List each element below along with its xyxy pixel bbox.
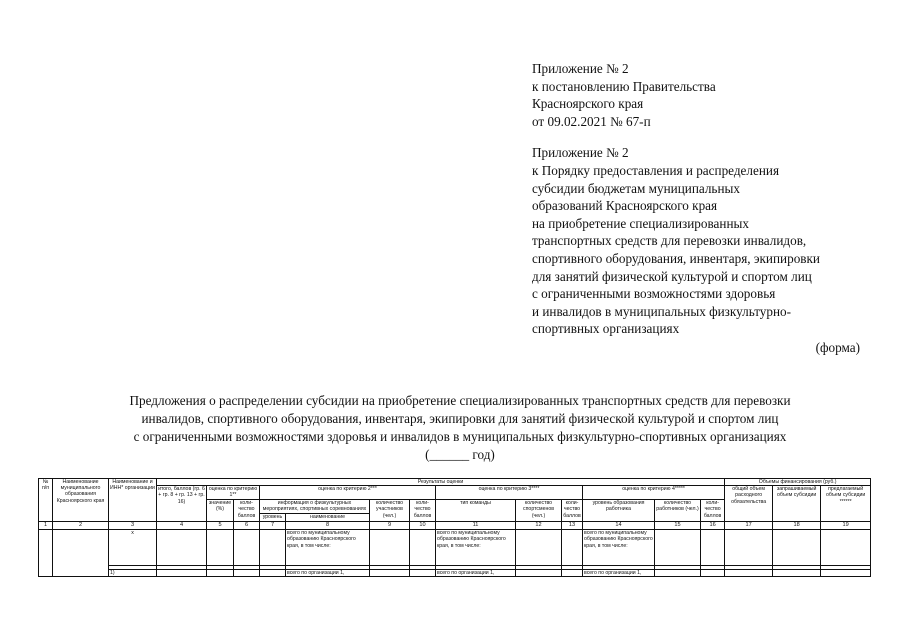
header-proposed-subsidy: предлагаемый объем субсидии ****** bbox=[821, 486, 871, 522]
row-marker: х bbox=[109, 530, 157, 566]
column-number: 18 bbox=[773, 522, 821, 530]
column-number: 17 bbox=[725, 522, 773, 530]
appendix-line: Приложение № 2 bbox=[532, 145, 629, 161]
header-events-info: информация о физкультурных мероприятиях, спортивных соревнованиях bbox=[260, 500, 370, 514]
header-participants: количество участников (чел.) bbox=[370, 500, 410, 522]
column-number: 13 bbox=[562, 522, 583, 530]
column-number: 8 bbox=[286, 522, 370, 530]
appendix-line: субсидии бюджетам муниципальных bbox=[532, 180, 740, 196]
form-label: (форма) bbox=[815, 340, 860, 355]
header-points: коли-чество баллов bbox=[410, 500, 436, 522]
distribution-table bbox=[38, 478, 871, 577]
column-number: 16 bbox=[701, 522, 725, 530]
appendix-line: к постановлению Правительства bbox=[532, 78, 716, 94]
header-total-obligation: общий объем расходного обязательства bbox=[725, 486, 773, 522]
header-criterion-4: оценка по критерию 4***** bbox=[583, 486, 725, 500]
title-line: инвалидов, спортивного оборудования, инвентаря, экипировки для занятий физической культурой и спортом лиц bbox=[141, 411, 779, 426]
title-line: Предложения о распределении субсидии на приобретение специализированных транспортных средств для перевозки bbox=[129, 393, 791, 408]
appendix-line: образований Красноярского края bbox=[532, 198, 718, 214]
column-number: 2 bbox=[53, 522, 109, 530]
header-athletes: количество спортсменов (чел.) bbox=[516, 500, 562, 522]
header-name: наименование bbox=[286, 514, 370, 522]
header-criterion-1: оценка по критерию 1** bbox=[207, 486, 260, 500]
appendix-line: спортивных организациях bbox=[532, 321, 680, 337]
document-title bbox=[40, 392, 880, 464]
header-organization: Наименование и ИНН* организации bbox=[109, 479, 157, 522]
column-number: 6 bbox=[234, 522, 260, 530]
header-criterion-3: оценка по критерию 3**** bbox=[436, 486, 583, 500]
header-points: коли-чество баллов bbox=[562, 500, 583, 522]
header-education-level: уровень образования работника bbox=[583, 500, 655, 522]
column-number: 11 bbox=[436, 522, 516, 530]
organization-total-cell: всего по организации 1, bbox=[583, 570, 655, 577]
column-number: 15 bbox=[655, 522, 701, 530]
column-number: 3 bbox=[109, 522, 157, 530]
header-criterion-2: оценка по критерию 2*** bbox=[260, 486, 436, 500]
header-municipality: Наименование муниципального образования Красноярского края bbox=[53, 479, 109, 522]
appendix-line: к Порядку предоставления и распределения bbox=[532, 162, 780, 178]
header-level: уровень bbox=[260, 514, 286, 522]
header-workers: количество работников (чел.) bbox=[655, 500, 701, 522]
appendix-line: спортивного оборудования, инвентаря, экипировки bbox=[532, 250, 820, 266]
column-number: 19 bbox=[821, 522, 871, 530]
appendix-line: Красноярского края bbox=[532, 96, 644, 112]
header-points: коли-чество баллов bbox=[234, 500, 260, 522]
column-number: 10 bbox=[410, 522, 436, 530]
header-value-percent: значение (%) bbox=[207, 500, 234, 522]
header-funding: Объемы финансирования (руб.) bbox=[725, 479, 871, 486]
appendix-line: транспортных средств для перевозки инвалидов, bbox=[532, 233, 807, 249]
column-number: 9 bbox=[370, 522, 410, 530]
organization-total-cell: всего по организации 1, bbox=[436, 570, 516, 577]
column-number: 1 bbox=[39, 522, 53, 530]
header-num: № п/п bbox=[39, 479, 53, 522]
appendix-line: и инвалидов в муниципальных физкультурно- bbox=[532, 303, 792, 319]
appendix-line: с ограниченными возможностями здоровья bbox=[532, 286, 776, 302]
header-requested-subsidy: запрашиваемый объем субсидии bbox=[773, 486, 821, 522]
table-row bbox=[39, 530, 871, 566]
organization-total-cell: всего по организации 1, bbox=[286, 570, 370, 577]
table-row bbox=[39, 570, 871, 577]
municipality-total-cell: всего по муниципальному образованию Красноярского края, в том числе: bbox=[583, 530, 655, 566]
column-number: 12 bbox=[516, 522, 562, 530]
header-total-points: итого, баллов (гр. 6 + гр. 8 + гр. 13 + гр. 16) bbox=[157, 486, 207, 522]
title-year: (______ год) bbox=[425, 447, 495, 462]
municipality-total-cell: всего по муниципальному образованию Красноярского края, в том числе: bbox=[436, 530, 516, 566]
column-number: 5 bbox=[207, 522, 234, 530]
appendix-line: на приобретение специализированных bbox=[532, 215, 749, 231]
column-number: 14 bbox=[583, 522, 655, 530]
appendix-block bbox=[532, 60, 872, 338]
header-points: коли-чество баллов bbox=[701, 500, 725, 522]
municipality-total-cell: всего по муниципальному образованию Красноярского края, в том числе: bbox=[286, 530, 370, 566]
header-results: Результаты оценки bbox=[157, 479, 725, 486]
appendix-line: Приложение № 2 bbox=[532, 61, 629, 76]
title-line: с ограниченными возможностями здоровья и инвалидов в муниципальных физкультурно-спортивных организациях bbox=[133, 429, 787, 444]
appendix-line: для занятий физической культурой и спортом лиц bbox=[532, 268, 812, 284]
organization-label: 1) bbox=[109, 570, 157, 577]
column-number: 4 bbox=[157, 522, 207, 530]
column-number: 7 bbox=[260, 522, 286, 530]
header-team-type: тип команды bbox=[436, 500, 516, 522]
appendix-line: от 09.02.2021 № 67-п bbox=[532, 113, 651, 129]
